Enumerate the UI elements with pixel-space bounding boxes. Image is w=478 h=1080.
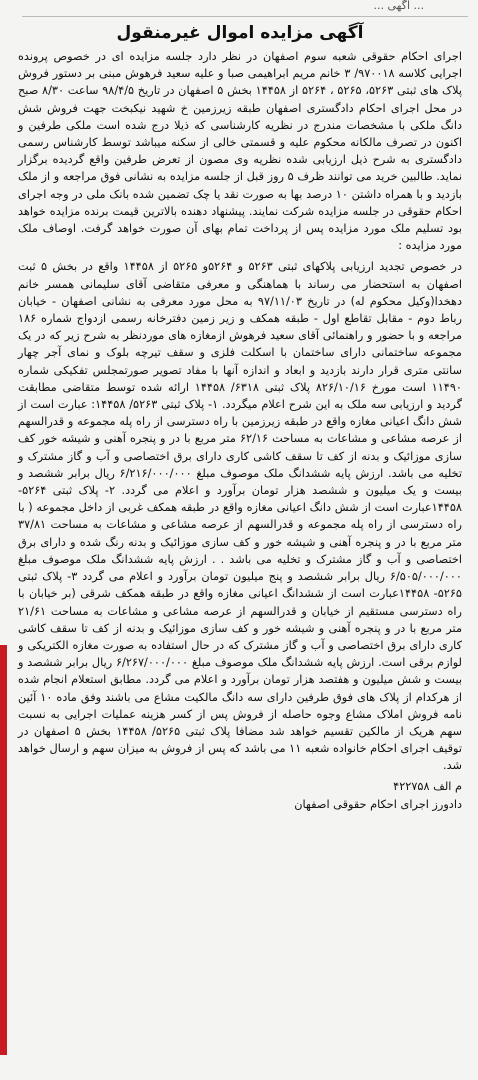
notice-paragraph-intro: اجرای احکام حقوقی شعبه سوم اصفهان در نظر دارد جلسه مزایده ای در خصوص پرونده اجرایی کلاسه ۹۷۰۰۱۸/ ۳ خانم مریم ابراهیمی صبا و علیه سعید فرهوش مبنی بر دستور فروش پلاک های ثبتی ۵۲۶۳، ۵۲۶۵ ، ۵۲۶۴ از ۱۴۴۵۸ بخش ۵ اصفهان در تاریخ ۹۸/۴/۵ ساعت ۸/۳۰ صبح در محل اجرای احکام دادگستری اصفهان طبقه زیرزمین خ شهید نیکبخت جهت فروش شش دانگ ملکی با مشخصات مندرج در نظریه کارشناسی که ذیلا درج شده است ملکی طرفین و اکنون در تصرف مالکانه محکوم علیه و قسمتی خالی از سکنه میباشد توسط کارشناس رسمی دادگستری به شرح ذیل ارزیابی شده نظریه وی مصون از تعرض طرفین واقع گردیده برگزار نماید. طالبین خرید می توانند ظرف ۵ روز قبل از جلسه مزایده به نشانی فوق مراجعه و از ملک بازدید و با همراه داشتن ۱۰ درصد بها به صورت نقد یا چک تضمین شده بانک ملی در وجه اجرای احکام حقوقی در جلسه مزایده شرکت نمایند. پیشنهاد دهنده بالاترین قیمت برنده مزایده خواهد بود تسلیم ملک مورد مزایده پس از پرداخت تمام بهای آن صورت خواهد گرفت. اوصاف ملک مورد مزایده : <box>18 50 463 253</box>
notice-paragraph-valuation: در خصوص تجدید ارزیابی پلاکهای ثبتی ۵۲۶۳ و ۵۲۶۴و ۵۲۶۵ از ۱۴۴۵۸ واقع در بخش ۵ ثبت اصفهان به استحضار می رساند با هماهنگی و معرفی متقاضی آقای سلیمانی همسر خانم دهخدا(وکیل محکوم له) در تاریخ ۹۷/۱۱/۰۳ به محل مورد معرفی به نشانی اصفهان - خیابان رباط دوم - مقابل تقاطع اول - طبقه همکف و زیر زمین دفترخانه رسمی ازدواج شماره ۱۸۶ مراجعه و با حضور و راهنمائی آقای سعید فرهوش ازمغازه های موردنظر به شرح زیر که در یک مجموعه ساختمانی دارای ساختمان با اسکلت فلزی و سقف تیرچه بلوک و نمای آجر چهار سانتی متری قرار دارند بازدید و ابعاد و اندازه آنها با مفاد تصویر صورتمجلس تفکیکی شماره ۱۱۴۹۰ است مورخ ۸۲۶/۱۰/۱۶ پلاک ثبتی ۶۳۱۸/ ۱۴۴۵۸ ارائه شده توسط متقاضی مطابقت گردید و ارزیابی سه ملک به این شرح اعلام میگردد. ۱- پلاک ثبتی ۵۲۶۳/ ۱۴۴۵۸: عبارت است از شش دانگ اعیانی مغازه واقع در طبقه زیرزمین با راه دسترسی از راه پله مجموعه و قدرالسهم از عرصه مشاعی و مشاعات به مساحت ۶۲/۱۶ متر مربع با در و پنجره آهنی و شیشه خور کف سازی موزائیک و بدنه از کف تا سقف کاشی کاری دارای برق اختصاصی و آب و گاز مشترک و تخلیه می باشد. ارزش پایه ششدانگ ملک موصوف مبلغ ۶/۲۱۶/۰۰۰/۰۰۰ ریال برابر ششصد و بیست و یک میلیون و ششصد هزار تومان برآورد و اعلام می گردد. ۲- پلاک ثبتی ۵۲۶۴- ۱۴۴۵۸عبارت است از شش دانگ اعیانی مغازه واقع در طبقه همکف غربی از داخل مجموعه ( با راه دسترسی از راه پله مجموعه و قدرالسهم از عرصه مشاعی و مشاعات به مساحت ۳۷/۸۱ متر مربع با در و پنجره آهنی و شیشه خور و کف سازی موزائیک و بدنه رنگ شده و دارای برق اختصاصی و آب و گاز مشترک و تخلیه می باشد . . ارزش پایه ششدانگ ملک موصوف مبلغ ۶/۵۰۵/۰۰۰/۰۰۰ ریال برابر ششصد و پنج میلیون تومان برآورد و اعلام می گردد ۳- پلاک ثبتی ۵۲۶۵- ۱۴۴۵۸عبارت است از ششدانگ اعیانی مغازه واقع در طبقه همکف شرقی (بر خیابان با راه دسترسی مستقیم از خیابان و قدرالسهم از عرصه مشاعی و مشاعات به مساحت ۲۱/۶۱ متر مربع با در و پنجره آهنی و شیشه خور و کف سازی موزائیک و بدنه از کف تا سقف کاشی کاری دارای برق اختصاصی و آب و گاز مشترک که در حال استفاده به صورت مغازه الکتریکی و لوازم برقی است. ارزش پایه ششدانگ ملک موصوف مبلغ ۶/۲۶۷/۰۰۰/۰۰۰ ریال برابر ششصد و بیست و شش میلیون و هفتصد هزار تومان برآورد و اعلام می گردد. مطابق استعلام انجام شده از هرکدام از پلاک های فوق طرفین دارای سه دانگ مالکیت مشاع می باشند وفق ماده ۱۰ آئین نامه فروش املاک مشاع وجوه حاصله از فروش پس از کسر هزینه عملیات اجرایی به نسبت سهم هریک از مالکین تقسیم خواهد شد مضافا پلاک ثبتی ۵۲۶۵/ ۱۴۴۵۸ بخش ۵ اصفهان در توقیف اجرای احکام خانواده شعبه ۱۱ می باشد که پس از فروش به میزان سهم و ارسال خواهد شد. <box>18 260 463 773</box>
top-rule <box>22 16 468 17</box>
left-column-fragment <box>0 0 14 1080</box>
header-fragment: ... آگهی ... <box>373 0 424 12</box>
notice-title: آگهی مزایده اموال غیرمنقول <box>116 23 364 43</box>
auction-notice <box>18 22 462 813</box>
red-margin-bar <box>0 645 7 1055</box>
notice-signature: دادورز اجرای احکام حقوقی اصفهان <box>294 797 462 811</box>
notice-reference: م الف ۴۲۲۷۵۸ <box>393 779 462 793</box>
